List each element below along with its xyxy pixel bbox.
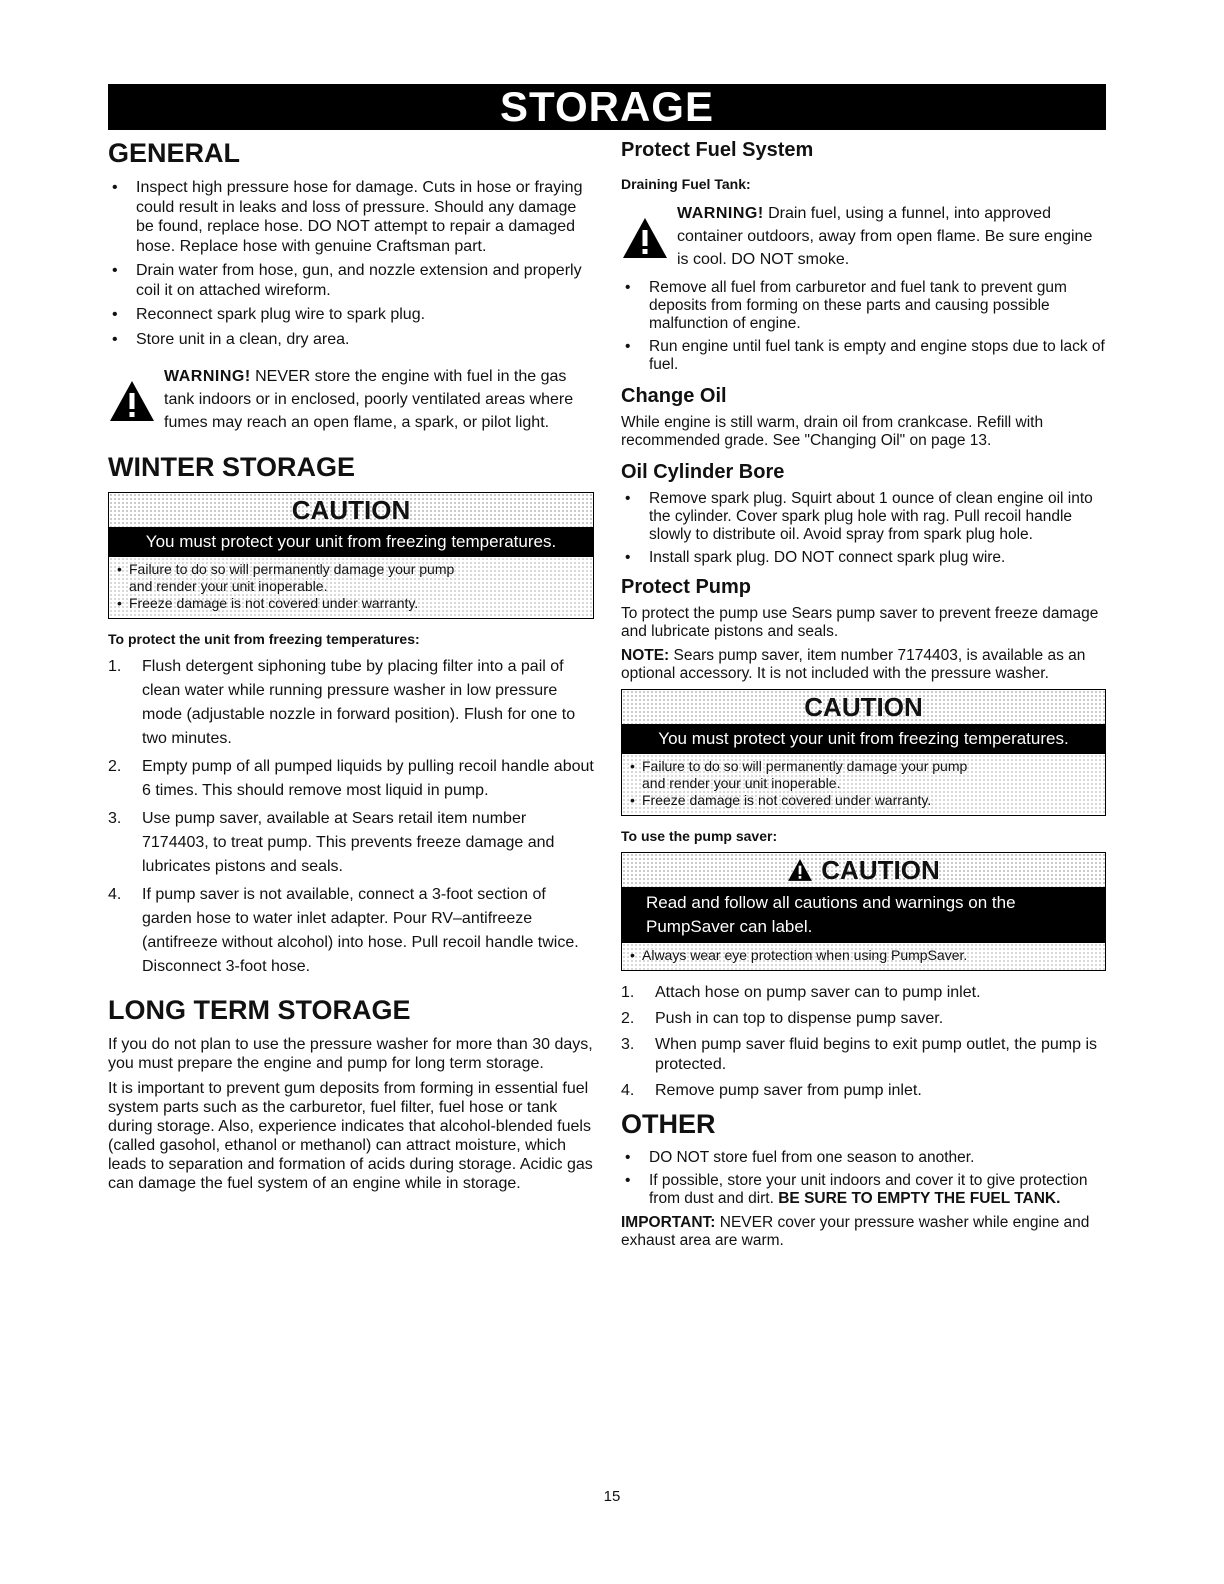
pump-caution-box bbox=[621, 689, 1106, 816]
warning-label: WARNING! bbox=[164, 368, 251, 385]
list-item bbox=[621, 1009, 1106, 1029]
general-list bbox=[108, 178, 594, 349]
general-warning bbox=[108, 365, 594, 434]
page-banner: STORAGE bbox=[108, 84, 1106, 130]
caution-line: • Failure to do so will permanently damage your pump bbox=[115, 561, 587, 578]
step-number: 3. bbox=[108, 810, 122, 827]
longterm-paragraph: If you do not plan to use the pressure washer for more than 30 days, you must prepare the engine and pump for long term storage. bbox=[108, 1036, 593, 1072]
winter-heading: WINTER STORAGE bbox=[108, 452, 356, 482]
step-text: Push in can top to dispense pump saver. bbox=[655, 1010, 944, 1027]
list-item: • DO NOT store fuel from one season to another. bbox=[621, 1149, 1106, 1167]
caution-band: You must protect your unit from freezing temperatures. bbox=[109, 527, 593, 557]
list-item bbox=[621, 1172, 1106, 1208]
pump-saver-steps bbox=[621, 983, 1106, 1101]
fuel-heading: Protect Fuel System bbox=[621, 139, 814, 161]
other-bullet-emphasis: BE SURE TO EMPTY THE FUEL TANK. bbox=[778, 1190, 1061, 1207]
list-item: • Install spark plug. DO NOT connect spark plug wire. bbox=[621, 549, 1106, 567]
list-item bbox=[621, 1081, 1106, 1101]
winter-steps bbox=[108, 655, 594, 979]
longterm-heading: LONG TERM STORAGE bbox=[108, 995, 411, 1025]
step-number: 4. bbox=[108, 886, 122, 903]
fuel-list bbox=[621, 279, 1106, 374]
caution-heading: CAUTION bbox=[109, 493, 593, 527]
step-text: Remove pump saver from pump inlet. bbox=[655, 1082, 922, 1099]
caution-heading: CAUTION bbox=[622, 690, 1105, 724]
list-item: • Remove spark plug. Squirt about 1 ounce of clean engine oil into the cylinder. Cover spark plug hole with rag. Pull recoil handle slowly to distribute oil. Avoid spray from spark plug hole. bbox=[621, 490, 1106, 544]
list-item bbox=[108, 655, 594, 751]
warning-triangle-icon bbox=[621, 216, 669, 260]
caution-line: • Freeze damage is not covered under warranty. bbox=[115, 595, 587, 612]
caution-body bbox=[109, 557, 593, 618]
list-item: • Remove all fuel from carburetor and fuel tank to prevent gum deposits from forming on these parts and causing possible malfunction of engine. bbox=[621, 279, 1106, 333]
warning-label: WARNING! bbox=[677, 205, 764, 222]
fuel-subheading: Draining Fuel Tank: bbox=[621, 176, 751, 192]
winter-subheading: To protect the unit from freezing temperatures: bbox=[108, 631, 420, 647]
pumpsaver-caution-box bbox=[621, 852, 1106, 971]
list-item bbox=[108, 807, 594, 879]
warning-text: NEVER store the engine with fuel in the gas tank indoors or in enclosed, poorly ventilated areas where fumes may reach an open flame, a spark, or pilot light. bbox=[164, 368, 574, 431]
list-item bbox=[108, 883, 594, 979]
oil-paragraph: While engine is still warm, drain oil from crankcase. Refill with recommended grade. See "Changing Oil" on page 13. bbox=[621, 414, 1044, 449]
warning-triangle-icon bbox=[108, 379, 156, 423]
warning-text: Drain fuel, using a funnel, into approved container outdoors, away from open flame. Be sure engine is cool. DO NOT smoke. bbox=[677, 205, 1093, 268]
caution-line: and render your unit inoperable. bbox=[642, 775, 841, 791]
note-text: Sears pump saver, item number 7174403, is available as an optional accessory. It is not included with the pressure washer. bbox=[621, 647, 1086, 682]
pump-paragraph: To protect the pump use Sears pump saver to prevent freeze damage and lubricate pistons and seals. bbox=[621, 605, 1099, 640]
caution-body bbox=[622, 754, 1105, 815]
winter-caution-box bbox=[108, 492, 594, 619]
list-item: • Inspect high pressure hose for damage. Cuts in hose or fraying could result in leaks and loss of pressure. Should any damage be found, replace hose. DO NOT attempt to repair a damaged hose. Replace hose with genuine Craftsman part. bbox=[108, 178, 594, 256]
note-label: NOTE: bbox=[621, 647, 670, 664]
bore-heading: Oil Cylinder Bore bbox=[621, 461, 785, 483]
warning-triangle-icon bbox=[787, 858, 813, 882]
list-item: • Run engine until fuel tank is empty and engine stops due to lack of fuel. bbox=[621, 338, 1106, 374]
right-column bbox=[621, 138, 1106, 1256]
important-text: NEVER cover your pressure washer while engine and exhaust area are warm. bbox=[621, 1214, 1090, 1249]
caution-line: • Freeze damage is not covered under warranty. bbox=[628, 792, 1099, 809]
page-number: 15 bbox=[603, 1488, 621, 1505]
important-note bbox=[621, 1214, 1106, 1250]
other-heading: OTHER bbox=[621, 1109, 716, 1139]
general-heading: GENERAL bbox=[108, 138, 241, 168]
step-text: When pump saver fluid begins to exit pump outlet, the pump is protected. bbox=[655, 1036, 1098, 1073]
caution-heading: CAUTION bbox=[821, 855, 940, 885]
other-list bbox=[621, 1149, 1106, 1208]
caution-body bbox=[622, 943, 1105, 970]
pump-heading: Protect Pump bbox=[621, 576, 752, 598]
list-item bbox=[621, 1035, 1106, 1075]
step-text: Flush detergent siphoning tube by placing filter into a pail of clean water while running pressure washer in low pressure mode (adjustable nozzle in forward position). Flush for one to two minutes. bbox=[142, 658, 576, 747]
step-text: Attach hose on pump saver can to pump inlet. bbox=[655, 984, 981, 1001]
step-text: Use pump saver, available at Sears retail item number 7174403, to treat pump. This prevents freeze damage and lubricates pistons and seals. bbox=[142, 810, 555, 875]
step-number: 2. bbox=[621, 1010, 635, 1027]
list-item bbox=[108, 755, 594, 803]
other-bullet-text: If possible, store your unit indoors and cover it to give protection from dust and dirt. bbox=[649, 1172, 1088, 1207]
bore-list bbox=[621, 490, 1106, 567]
list-item: • Drain water from hose, gun, and nozzle extension and properly coil it on attached wireform. bbox=[108, 261, 594, 300]
left-column bbox=[108, 138, 594, 1199]
caution-line: • Failure to do so will permanently damage your pump bbox=[628, 758, 1099, 775]
list-item: • Store unit in a clean, dry area. bbox=[108, 330, 594, 350]
step-text: If pump saver is not available, connect a 3-foot section of garden hose to water inlet adapter. Pour RV–antifreeze (antifreeze without alcohol) into hose. Pull recoil handle twice. Disconnect 3-foot hose. bbox=[142, 886, 579, 975]
list-item: • Reconnect spark plug wire to spark plug. bbox=[108, 305, 594, 325]
step-number: 1. bbox=[621, 984, 635, 1001]
step-number: 1. bbox=[108, 658, 122, 675]
step-number: 3. bbox=[621, 1036, 635, 1053]
caution-line: • Always wear eye protection when using PumpSaver. bbox=[628, 947, 1099, 964]
caution-line: and render your unit inoperable. bbox=[129, 578, 328, 594]
step-number: 2. bbox=[108, 758, 122, 775]
caution-band: Read and follow all cautions and warnings on the PumpSaver can label. bbox=[622, 887, 1105, 943]
list-item bbox=[621, 983, 1106, 1003]
step-text: Empty pump of all pumped liquids by pulling recoil handle about 6 times. This should remove most liquid in pump. bbox=[142, 758, 594, 799]
step-number: 4. bbox=[621, 1082, 635, 1099]
caution-heading-row bbox=[622, 853, 1105, 887]
oil-heading: Change Oil bbox=[621, 385, 727, 407]
longterm-paragraph: It is important to prevent gum deposits from forming in essential fuel system parts such as the carburetor, fuel filter, fuel hose or tank during storage. Also, experience indicates that alcohol-blended fuels (called gasohol, ethanol or methanol) can attract moisture, which leads to separation and formation of acids during storage. Acidic gas can damage the fuel system of an engine while in storage. bbox=[108, 1080, 593, 1192]
pump-note bbox=[621, 647, 1106, 683]
fuel-warning bbox=[621, 202, 1106, 271]
important-label: IMPORTANT: bbox=[621, 1214, 716, 1231]
pump-saver-subheading: To use the pump saver: bbox=[621, 828, 778, 844]
caution-band: You must protect your unit from freezing temperatures. bbox=[622, 724, 1105, 754]
